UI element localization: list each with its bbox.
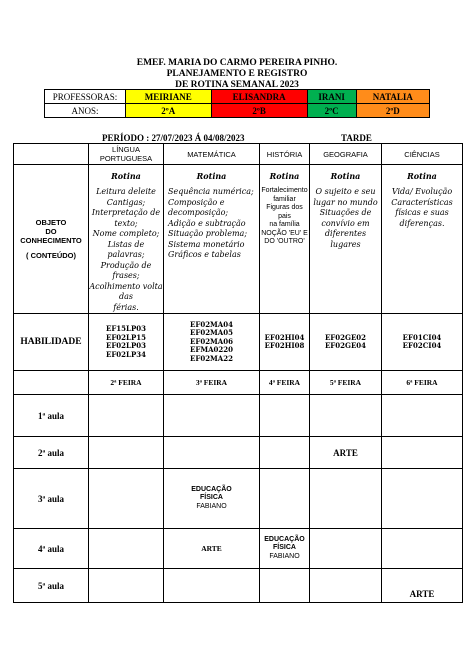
list-line: NOÇÃO 'EU' E xyxy=(261,229,308,237)
aula-cell: ARTE xyxy=(382,569,463,603)
content-list-geografia xyxy=(310,187,381,250)
aula-label: 4ª aula xyxy=(14,529,89,569)
aula-cell-line: EDUCAÇÃO xyxy=(191,485,232,493)
list-line: Características xyxy=(391,197,453,207)
aula-cell xyxy=(164,469,260,529)
content-list-ciencias xyxy=(382,187,462,229)
plan-title: PLANEJAMENTO E REGISTRO xyxy=(166,69,308,79)
habilidade-geografia xyxy=(310,314,382,371)
list-line: lugar no mundo xyxy=(313,197,378,207)
aula-label: 1ª aula xyxy=(14,395,89,437)
list-line: Vida/ Evolução xyxy=(391,187,453,196)
list-line: EFMA0220 xyxy=(190,345,233,355)
plan-subtitle: DE ROTINA SEMANAL 2023 xyxy=(175,80,299,90)
corner-cell xyxy=(14,144,89,165)
aula-cell: ARTE xyxy=(164,529,260,569)
aula-row xyxy=(14,437,463,469)
weekly-plan-table xyxy=(13,143,463,603)
habilidade-ciencias xyxy=(382,314,463,371)
aula-label: 3ª aula xyxy=(14,469,89,529)
list-line: Situação problema; xyxy=(168,229,248,238)
list-line: EF02HI08 xyxy=(264,341,305,350)
list-line: Nome completo; xyxy=(92,229,160,238)
list-line: Interpretação de texto; xyxy=(91,208,161,228)
contents-row xyxy=(14,165,463,314)
aula-row xyxy=(14,469,463,529)
list-line: EF02LP03 xyxy=(106,341,146,350)
list-line: EF02MA06 xyxy=(190,336,233,346)
day-thursday: 5ª FEIRA xyxy=(310,371,382,395)
routine-label: Rotina xyxy=(196,171,227,181)
list-line: Produção de frases; xyxy=(100,260,152,280)
list-line: Cantigas; xyxy=(106,197,146,207)
aula-cell xyxy=(310,395,382,437)
content-list-historia xyxy=(260,187,309,247)
list-line: DO 'OUTRO' xyxy=(264,238,305,245)
period-shift: TARDE xyxy=(341,133,372,143)
professors-label: PROFESSORAS: xyxy=(45,90,126,104)
list-line: Gráficos e tabelas xyxy=(168,250,241,259)
content-matematica xyxy=(164,165,260,314)
aula-label: 2ª aula xyxy=(14,437,89,469)
subject-ciencias: CIÊNCIAS xyxy=(382,144,463,165)
routine-label: Rotina xyxy=(330,171,361,181)
habilidade-historia xyxy=(260,314,310,371)
school-name: EMEF. MARIA DO CARMO PEREIRA PINHO. xyxy=(136,58,338,68)
aula-cell xyxy=(89,569,164,603)
aula-row xyxy=(14,395,463,437)
content-ciencias xyxy=(382,165,463,314)
day-monday: 2ª FEIRA xyxy=(89,371,164,395)
list-line: EF02MA22 xyxy=(190,353,233,363)
professor-meiriane: MEIRIANE xyxy=(126,90,212,104)
aula-cell xyxy=(260,437,310,469)
aula-cell-line: FÍSICA xyxy=(200,494,223,502)
routine-label: Rotina xyxy=(269,171,300,181)
subject-geografia: GEOGRAFIA xyxy=(310,144,382,165)
list-line: EF02HI04 xyxy=(264,332,305,342)
content-historia xyxy=(260,165,310,314)
objeto-line2: DO xyxy=(45,227,57,236)
content-portugues xyxy=(89,165,164,314)
days-row xyxy=(14,371,463,395)
year-2d: 2ºD xyxy=(356,104,429,118)
list-line: familiar xyxy=(273,195,296,203)
years-label: ANOS: xyxy=(45,104,126,118)
aula-cell xyxy=(89,437,164,469)
aula-cell-line: EDUCAÇÃO xyxy=(264,535,305,543)
content-list-matematica xyxy=(164,187,259,261)
list-line: diferentes lugares xyxy=(324,229,367,249)
aula-cell xyxy=(260,469,310,529)
objeto-line4: ( CONTEÚDO) xyxy=(26,251,76,260)
subjects-row xyxy=(14,144,463,165)
habilidade-label: HABILIDADE xyxy=(14,314,89,371)
aula-cell xyxy=(89,395,164,437)
subject-historia: HISTÓRIA xyxy=(260,144,310,165)
habilidade-portugues xyxy=(89,314,164,371)
list-line: EF02GE04 xyxy=(324,341,367,350)
list-line: EF15LP03 xyxy=(106,324,146,333)
list-line: férias. xyxy=(113,302,139,312)
aula-cell-line: FABIANO xyxy=(196,502,227,510)
objeto-line3: CONHECIMENTO xyxy=(20,236,82,245)
professor-natalia: NATALIA xyxy=(356,90,429,104)
habilidades-row xyxy=(14,314,463,371)
habilidade-matematica xyxy=(164,314,260,371)
class-periods xyxy=(14,395,463,603)
list-line: físicas e suas xyxy=(395,208,449,217)
objeto-line1: OBJETO xyxy=(35,218,67,227)
aula-cell xyxy=(382,469,463,529)
aula-cell xyxy=(260,569,310,603)
list-line: EF02MA05 xyxy=(190,328,233,338)
list-line: Composição e xyxy=(168,197,225,207)
professors-row xyxy=(45,90,430,104)
day-tuesday: 3ª FEIRA xyxy=(164,371,260,395)
aula-cell xyxy=(382,395,463,437)
list-line: na família xyxy=(269,221,300,228)
content-list-portugues xyxy=(89,187,163,313)
list-line: Situações de xyxy=(319,208,372,217)
aula-cell xyxy=(310,529,382,569)
list-line: EF02CI04 xyxy=(402,341,442,350)
aula-cell xyxy=(164,395,260,437)
professors-table xyxy=(44,89,430,118)
list-line: EF02MA04 xyxy=(190,319,233,329)
year-2a: 2ºA xyxy=(126,104,212,118)
list-line: diferenças. xyxy=(399,218,445,228)
day-wednesday: 4ª FEIRA xyxy=(260,371,310,395)
list-line: Adição e subtração xyxy=(168,218,246,228)
list-line: Sistema monetário xyxy=(168,239,245,249)
content-geografia xyxy=(310,165,382,314)
list-line: EF01CI04 xyxy=(402,332,442,342)
aula-cell xyxy=(89,469,164,529)
year-2c: 2ºC xyxy=(307,104,356,118)
aula-cell xyxy=(260,395,310,437)
routine-label: Rotina xyxy=(111,171,141,181)
subject-portugues: LÍNGUA PORTUGUESA xyxy=(89,144,164,165)
aula-cell xyxy=(382,437,463,469)
day-friday: 6ª FEIRA xyxy=(382,371,463,395)
routine-label: Rotina xyxy=(407,171,437,181)
aula-cell xyxy=(382,529,463,569)
aula-cell xyxy=(89,529,164,569)
list-line: Leitura deleite xyxy=(96,187,156,196)
list-line: O sujeito e seu xyxy=(315,187,376,196)
aula-row xyxy=(14,569,463,603)
list-line: Sequência numérica; xyxy=(168,187,254,196)
list-line: Fortalecimento xyxy=(261,187,308,194)
list-line: EF02LP15 xyxy=(106,332,146,342)
aula-cell xyxy=(164,569,260,603)
subject-matematica: MATEMÁTICA xyxy=(164,144,260,165)
list-line: Figuras dos pais xyxy=(266,204,303,220)
aula-cell xyxy=(310,569,382,603)
list-line: decomposição; xyxy=(168,208,229,217)
aula-cell xyxy=(310,469,382,529)
list-line: EF02GE02 xyxy=(324,332,367,342)
days-corner xyxy=(14,371,89,395)
aula-cell-line: FÍSICA xyxy=(273,544,296,552)
list-line: Acolhimento volta das xyxy=(89,281,163,301)
aula-cell-line: FABIANO xyxy=(269,552,300,560)
objeto-label xyxy=(14,165,89,314)
aula-cell xyxy=(164,437,260,469)
list-line: convívio em xyxy=(321,218,370,228)
years-row xyxy=(45,104,430,118)
aula-row xyxy=(14,529,463,569)
professor-irani: IRANI xyxy=(307,90,356,104)
period-dates: PERÍODO : 27/07/2023 Á 04/08/2023 xyxy=(102,133,245,143)
professor-elisandra: ELISANDRA xyxy=(211,90,307,104)
aula-cell: ARTE xyxy=(310,437,382,469)
year-2b: 2ºB xyxy=(211,104,307,118)
list-line: Listas de palavras; xyxy=(107,239,145,259)
aula-label: 5ª aula xyxy=(14,569,89,603)
aula-cell xyxy=(260,529,310,569)
list-line: EF02LP34 xyxy=(106,349,146,359)
